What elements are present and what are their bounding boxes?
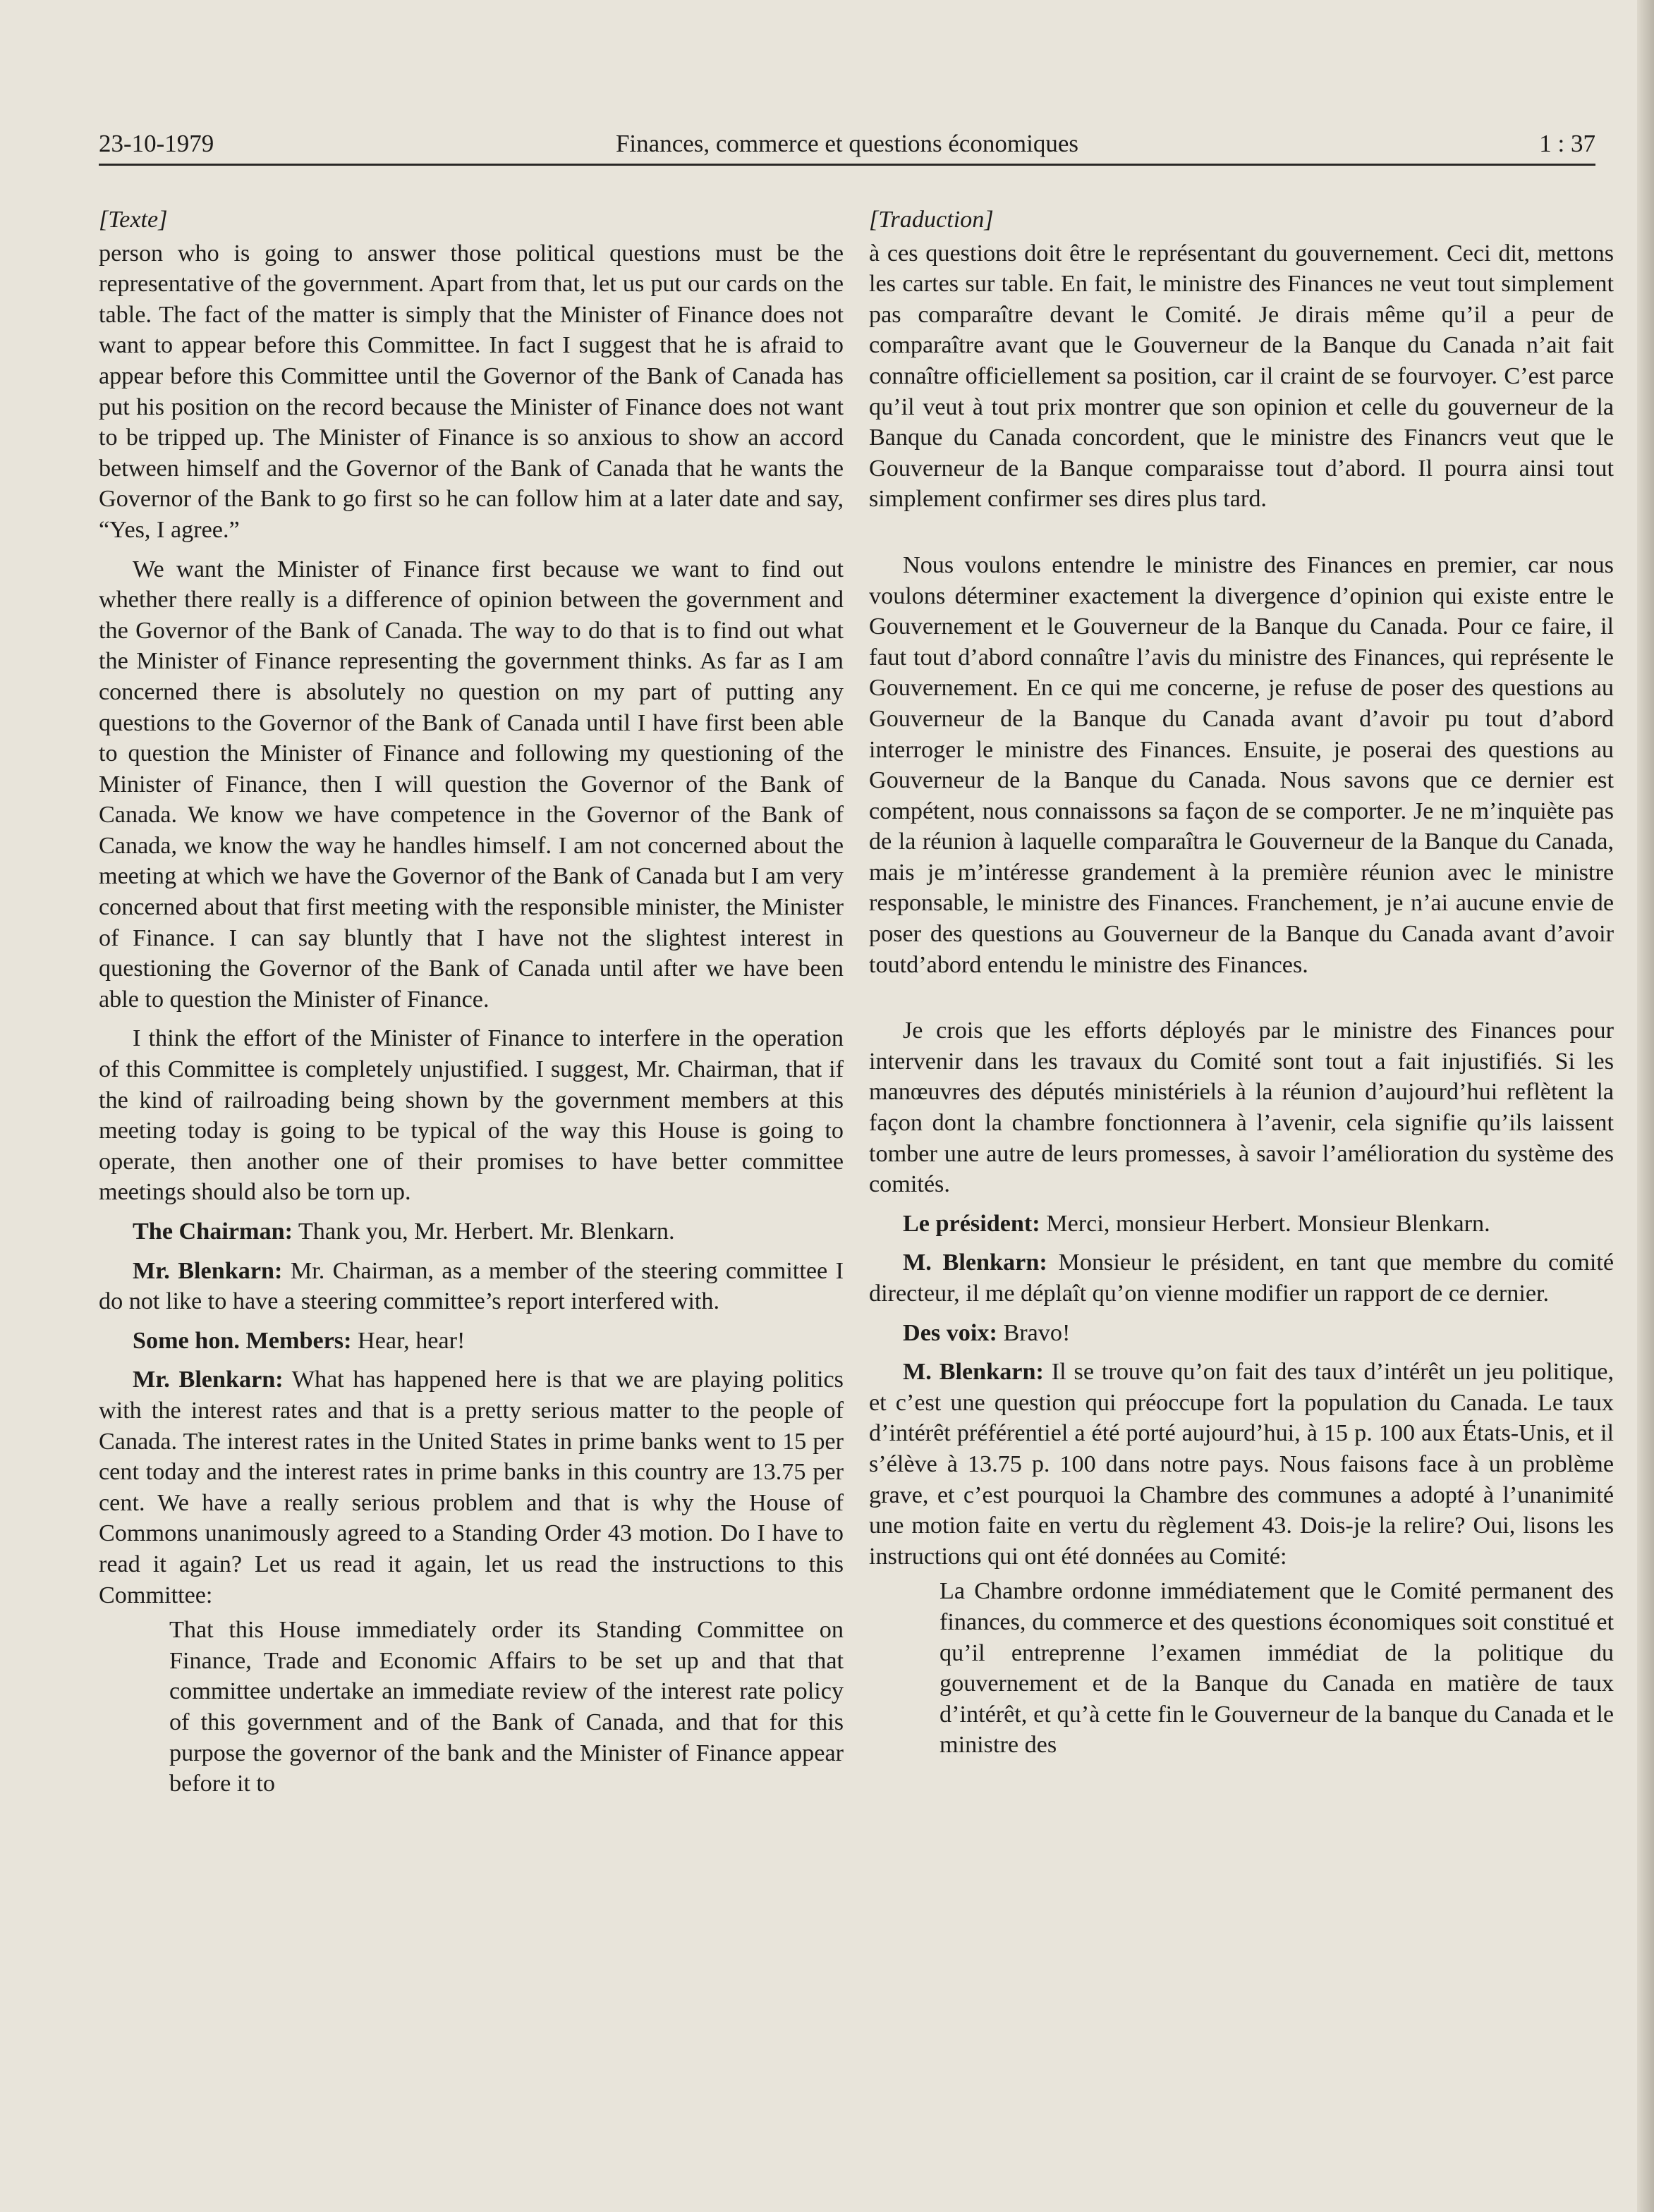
french-column — [869, 204, 1614, 1761]
paragraph: à ces questions doit être le représentant du gouvernement. Ceci dit, mettons les cartes sur table. En fait, le ministre des Finances ne veut tout simplement pas comparaître devant le Comité. Je dirais même qu’il a peur de comparaître avant que le Gouverneur de la Banque du Canada n’ait fait connaître officiellement sa position, car il craint de se fourvoyer. C’est parce qu’il veut à tout prix montrer que son opinion et celle du gouverneur de la Banque du Canada concordent, que le ministre des Financrs veut que le Gouverneur de la Banque comparaisse tout d’abord. Il pourra ainsi tout simplement confirmer ses dires plus tard. — [869, 240, 1614, 513]
speaker-name: Des voix: — [903, 1319, 997, 1346]
speech-text: Hear, hear! — [351, 1327, 466, 1354]
speaker-name: Mr. Blenkarn: — [133, 1367, 284, 1393]
paragraph: I think the effort of the Minister of Finance to interfere in the operation of this Committee is completely unjustified. I suggest, Mr. Chairman, that if the kind of railroading being shown by the government members at this meeting today is going to be typical of the way this House is going to operate, then another one of their promises to have better committee meetings should also be torn up. — [99, 1025, 844, 1206]
speaker-name: M. Blenkarn: — [903, 1359, 1044, 1386]
paragraph: person who is going to answer those political questions must be the representative of the government. Apart from that, let us put our cards on the table. The fact of the matter is simply that the Minister of Finance does not want to appear before this Committee. In fact I suggest that he is afraid to appear before this Committee until the Governor of the Bank of Canada has put his position on the record because the Minister of Finance does not want to be tripped up. The Minister of Finance is so anxious to show an accord between himself and the Governor of the Bank of Canada that he wants the Governor of the Bank to go first so he can follow him at a later date and say, “Yes, I agree.” — [99, 240, 844, 543]
quoted-motion: That this House immediately order its Standing Committee on Finance, Trade and Economic Affairs to be set up and that that committee undertake an immediate review of the interest rate policy of this government and of the Bank of Canada, and that for this purpose the governor of the bank and the Minister of Finance appear before it to — [169, 1617, 844, 1797]
speech-chairman — [99, 1216, 844, 1247]
paragraph: We want the Minister of Finance first because we want to find out whether there really is a difference of opinion between the government and the Governor of the Bank of Canada. The way to do that is to find out what the Minister of Finance representing the government thinks. As far as I am concerned there is absolutely no question on my part of putting any questions to the Governor of the Bank of Canada until I have first been able to question the Minister of Finance and following my questioning of the Minister of Finance, then I will question the Governor of the Bank of Canada. We know we have competence in the Governor of the Bank of Canada, we know the way he handles himself. I am not concerned about the meeting at which we have the Governor of the Bank of Canada but I am very concerned about that first meeting with the responsible minister, the Minister of Finance. I can say bluntly that I have not the slightest interest in questioning the Governor of the Bank of Canada until after we have been able to question the Minister of Finance. — [99, 556, 844, 1013]
speech-blenkarn — [869, 1247, 1614, 1309]
speech-blenkarn — [99, 1256, 844, 1317]
paragraph: Nous voulons entendre le ministre des Finances en premier, car nous voulons déterminer exactement la divergence d’opinion qui existe entre le Gouvernement et le Gouverneur de la Banque du Canada. Pour ce faire, il faut tout d’abord connaître l’avis du ministre des Finances, qui représente le Gouvernement. En ce qui me concerne, je refuse de poser des questions au Gouverneur de la Banque du Canada avant d’avoir pu tout d’abord interroger le ministre des Finances. Ensuite, je poserai des questions au Gouverneur de la Banque du Canada. Nous savons que ce dernier est compétent, nous connaissons sa façon de se comporter. Je ne m’inquiète pas de la réunion à laquelle comparaîtra le Gouverneur de la Banque du Canada, mais je m’intéresse grandement à la première réunion avec le ministre responsable, le ministre des Finances. Franchement, je n’ai aucune envie de poser des questions au Gouverneur de la Banque du Canada avant d’avoir toutd’abord entendu le ministre des Finances. — [869, 551, 1614, 978]
speech-chairman — [869, 1209, 1614, 1240]
quoted-motion: La Chambre ordonne immédiatement que le Comité permanent des finances, du commerce et des questions économiques soit constitué et qu’il entreprenne l’examen immédiat de la politique du gouvernement et de la Banque du Canada en matière de taux d’intérêt, et qu’à cette fin le Gouverneur de la banque du Canada et le ministre des — [940, 1578, 1614, 1759]
speech-text: Merci, monsieur Herbert. Monsieur Blenkarn. — [1040, 1210, 1490, 1237]
speech-text: Il se trouve qu’on fait des taux d’intérêt un jeu politique, et c’est une question qui préoccupe fort la population du Canada. Le taux d’intérêt préférentiel a été porté aujourd’hui, à 15 p. 100 aux États-Unis, et il s’élève à 13.75 p. 100 dans notre pays. Nous faisons face à un problème grave, et c’est pourquoi la Chambre des communes a adopté à l’unanimité une motion faite en vertu du règlement 43. Dois-je la relire? Oui, lisons les instructions qui ont été données au Comité: — [869, 1359, 1615, 1570]
page-number: 1 : 37 — [1539, 130, 1595, 157]
speech-blenkarn — [99, 1364, 844, 1611]
speech-text: Monsieur le président, en tant que membre du comité directeur, il me déplaît qu’on vienne modifier un rapport de ce dernier. — [869, 1249, 1614, 1307]
paragraph: Je crois que les efforts déployés par le ministre des Finances pour intervenir dans les travaux du Comité sont tout a fait injustifiés. Si les manœuvres des députés ministériels à la réunion d’aujourd’hui reflètent la façon dont la chambre fonctionnera à l’avenir, cela signifie qu’ils laissent tomber une autre de leurs promesses, à savoir l’amélioration du système des comités. — [869, 1018, 1614, 1198]
speaker-name: M. Blenkarn: — [903, 1249, 1047, 1276]
speech-text: Thank you, Mr. Herbert. Mr. Blenkarn. — [292, 1218, 675, 1245]
translation-label: [Traduction] — [869, 207, 994, 233]
speech-text: Bravo! — [997, 1319, 1071, 1346]
english-column — [99, 204, 844, 1799]
speech-blenkarn — [869, 1357, 1614, 1572]
speech-members — [869, 1318, 1614, 1349]
text-label: [Texte] — [99, 207, 168, 233]
speaker-name: Le président: — [903, 1210, 1040, 1237]
speech-text: Mr. Chairman, as a member of the steering committee I do not like to have a steering committee’s report interfered with. — [99, 1257, 844, 1315]
running-header — [99, 124, 1595, 166]
speech-text: What has happened here is that we are playing politics with the interest rates and that is a pretty serious matter to the people of Canada. The interest rates in the United States in prime banks went to 15 per cent today and the interest rates in prime banks in this country are 13.75 per cent. We have a really serious problem and that is why the House of Commons unanimously agreed to a Standing Order 43 motion. Do I have to read it again? Let us read it again, let us read the instructions to this Committee: — [99, 1367, 844, 1608]
header-title: Finances, commerce et questions économiques — [615, 130, 1079, 157]
speaker-name: The Chairman: — [133, 1218, 293, 1245]
binding-shadow — [1637, 0, 1654, 2212]
header-date: 23-10-1979 — [99, 130, 214, 157]
speaker-name: Mr. Blenkarn: — [133, 1257, 283, 1284]
speaker-name: Some hon. Members: — [133, 1327, 352, 1354]
speech-members — [99, 1326, 844, 1357]
